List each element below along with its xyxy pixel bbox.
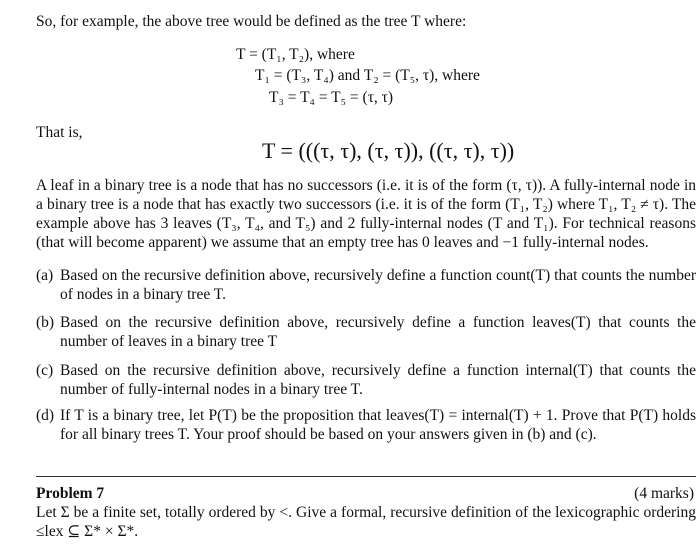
definition-line-3: T₃ = T₄ = T₅ = (τ, τ) [269,89,394,106]
question-c-text: Based on the recursive definition above, recursively define a function internal(T) that counts the number of fully-internal nodes in a binary tree T. [60,362,696,398]
question-d-label: (d) [36,407,55,424]
question-b-text: Based on the recursive definition above, recursively define a function leaves(T) that counts the number of leaves in a binary tree T [60,314,696,350]
question-b [36,313,696,351]
question-b-label: (b) [36,314,55,331]
problem-text: Let Σ be a finite set, totally ordered by <. Give a formal, recursive definition of the lexicographic ordering ≤lex ⊆ Σ* × Σ*. [36,504,696,540]
intro-sentence: So, for example, the above tree would be defined as the tree T where: [36,13,467,30]
expanded-tree-formula: T = (((τ, τ), (τ, τ)), ((τ, τ), τ)) [262,138,515,163]
question-c [36,361,696,399]
question-d-text: If T is a binary tree, let P(T) be the proposition that leaves(T) = internal(T) + 1. Prove that P(T) holds for all binary trees T. Your proof should be based on your answers given in (b) and (c). [60,407,696,443]
question-d [36,406,696,444]
leaf-definition-paragraph: A leaf in a binary tree is a node that has no successors (i.e. it is of the form (τ, τ)). A fully-internal node in a binary tree is a node that has exactly two successors (i.e. it is of the form (T₁, T₂) where T₁, T₂ ≠ τ). The example above has 3 leaves (T₃, T₄, and T₅) and 2 fully-internal nodes (T and T₁). For technical reasons (that will become apparent) we assume that an empty tree has 0 leaves and −1 fully-internal nodes. [36,177,696,251]
question-a [36,266,696,304]
definition-line-1: T = (T₁, T₂), where [236,46,355,63]
question-c-label: (c) [36,362,54,379]
section-divider [36,476,696,477]
question-a-text: Based on the recursive definition above, recursively define a function count(T) that counts the number of nodes in a binary tree T. [60,267,696,303]
problem-marks: (4 marks) [634,485,694,502]
definition-line-2: T₁ = (T₃, T₄) and T₂ = (T₅, τ), where [255,67,480,84]
question-a-label: (a) [36,267,54,284]
that-is-label: That is, [36,124,83,141]
problem-title: Problem 7 [36,485,105,502]
